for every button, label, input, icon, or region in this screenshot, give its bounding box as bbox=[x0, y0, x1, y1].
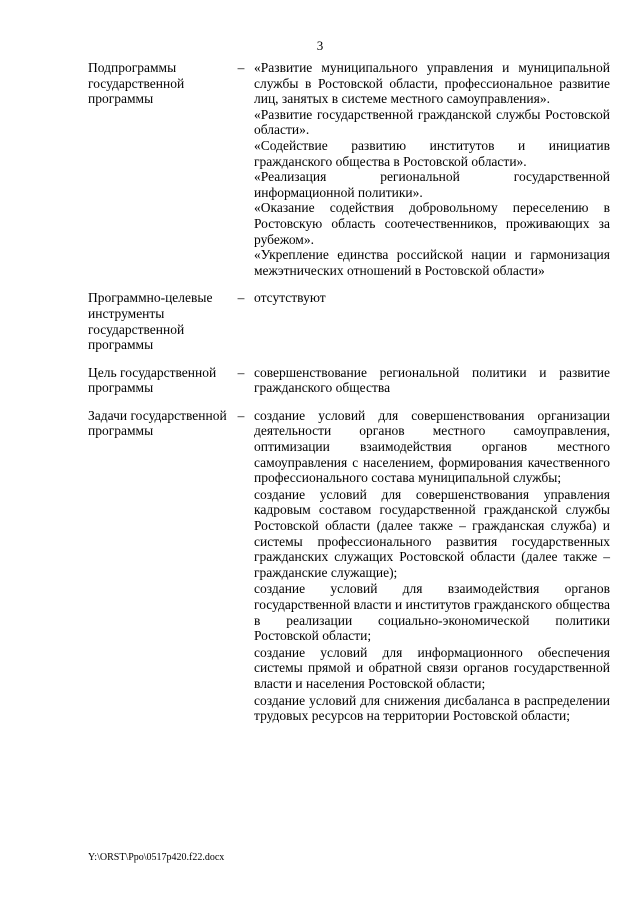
table-row bbox=[88, 365, 610, 396]
row-content-subprograms bbox=[254, 60, 610, 278]
table-row bbox=[88, 408, 610, 725]
instruments-value: отсутствуют bbox=[254, 290, 326, 306]
subprogram-item: «Оказание содействия добровольному переселению в Ростовскую область соотечественников, проживающих за рубежом». bbox=[254, 200, 610, 247]
subprogram-item: «Реализация региональной государственной информационной политики». bbox=[254, 169, 610, 200]
page-number: 3 bbox=[316, 38, 324, 53]
row-label-tasks: Задачи государственной программы bbox=[88, 407, 227, 439]
passport-table bbox=[88, 60, 610, 737]
dash-separator: – bbox=[237, 60, 245, 75]
subprogram-item: «Укрепление единства российской нации и гармонизация межэтнических отношений в Ростовской области» bbox=[254, 247, 610, 278]
task-item: создание условий для снижения дисбаланса в распределении трудовых ресурсов на территории Ростовской области; bbox=[254, 692, 610, 724]
subprogram-item: «Развитие государственной гражданской службы Ростовской области». bbox=[254, 106, 610, 138]
row-label-goal: Цель государственной программы bbox=[88, 364, 217, 396]
row-content-tasks bbox=[254, 408, 610, 725]
task-item: создание условий для совершенствования управления кадровым составом государственной гражданской службы Ростовской области (далее также – гражданская служба) и системы профессионального развития государственных гражданских служащих Ростовской области (далее также – гражданские служащие); bbox=[254, 486, 610, 580]
dash-separator: – bbox=[237, 407, 245, 423]
dash-separator: – bbox=[237, 364, 245, 380]
row-content-instruments bbox=[254, 290, 610, 352]
file-path-footer: Y:\ORST\Ppo\0517p420.f22.docx bbox=[88, 852, 225, 863]
row-content-goal bbox=[254, 365, 610, 396]
table-row bbox=[88, 60, 610, 278]
task-item: создание условий для информационного обеспечения системы прямой и обратной связи органов государственной власти и населения Ростовской области; bbox=[254, 644, 610, 691]
subprogram-item: «Развитие муниципального управления и муниципальной службы в Ростовской области, профессиональное развитие лиц, занятых в системе местного самоуправления». bbox=[254, 60, 610, 107]
table-row bbox=[88, 290, 610, 352]
row-label-subprograms: Подпрограммы государственной программы bbox=[88, 60, 185, 107]
task-item: создание условий для взаимодействия органов государственной власти и институтов гражданского общества в реализации социально-экономической политики Ростовской области; bbox=[254, 581, 610, 644]
task-item: создание условий для совершенствования организации деятельности органов местного самоуправления, оптимизации взаимодействия органов местного самоуправления с населением, формирования качественного профессионального состава муниципальной службы; bbox=[254, 407, 610, 486]
goal-value: совершенствование региональной политики и развитие гражданского общества bbox=[254, 364, 610, 396]
row-label-instruments: Программно-целевые инструменты государственной программы bbox=[88, 290, 213, 353]
dash-separator: – bbox=[237, 290, 245, 306]
subprogram-item: «Содействие развитию институтов и инициатив гражданского общества в Ростовской области». bbox=[254, 137, 610, 169]
